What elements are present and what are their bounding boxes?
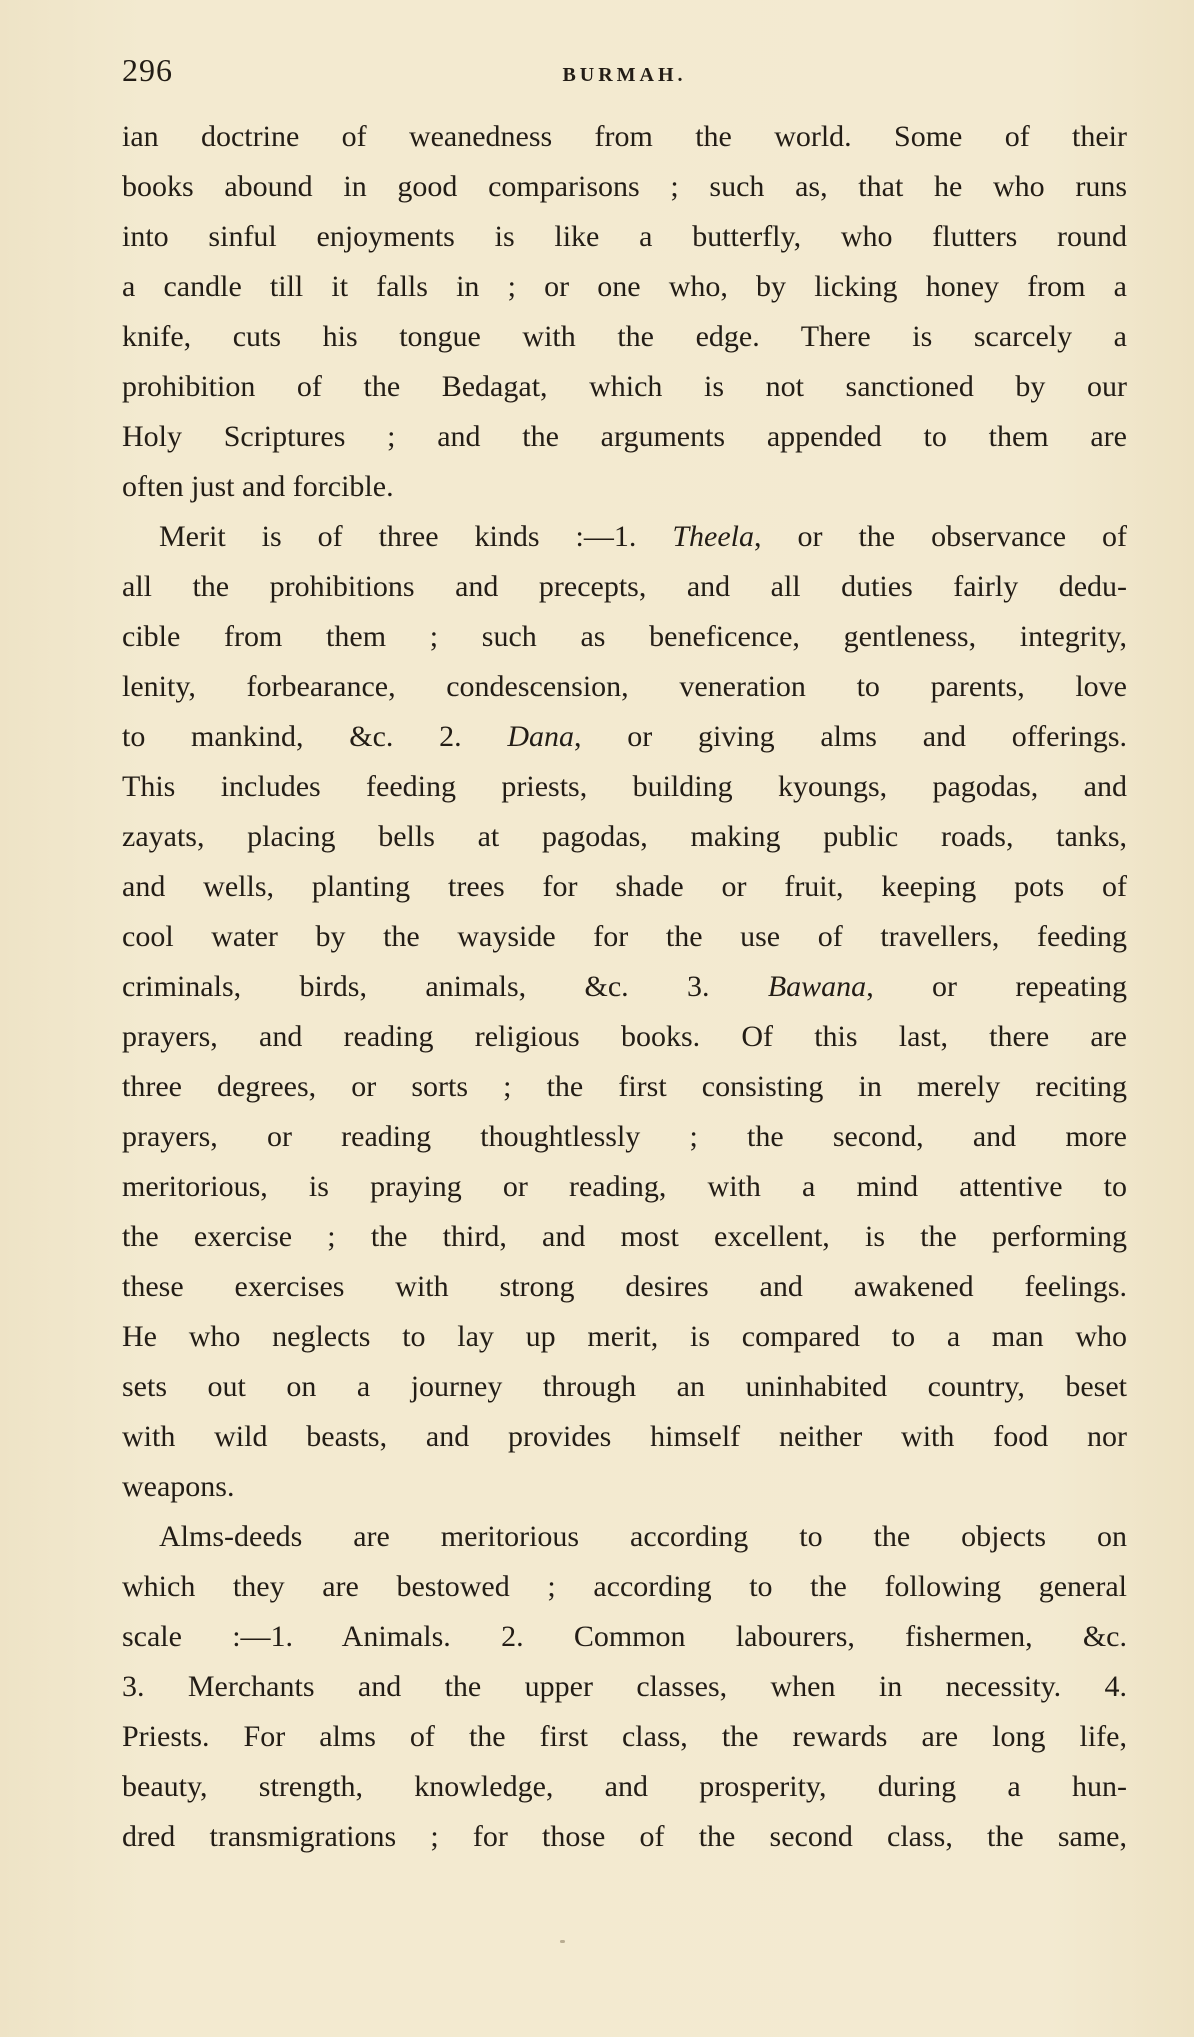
text-line: three degrees, or sorts ; the first consisting in merely reciting — [122, 1070, 1127, 1103]
text-line: weapons. — [122, 1470, 235, 1503]
body-text — [122, 112, 1127, 1862]
text-line: sets out on a journey through an uninhabited country, beset — [122, 1370, 1127, 1403]
text-line: This includes feeding priests, building kyoungs, pagodas, and — [122, 770, 1127, 803]
text-line: often just and forcible. — [122, 470, 394, 503]
text-line: dred transmigrations ; for those of the second class, the same, — [122, 1820, 1127, 1853]
text-line: prayers, and reading religious books. Of this last, there are — [122, 1020, 1127, 1053]
text-line: these exercises with strong desires and awakened feelings. — [122, 1270, 1127, 1303]
paragraph-start-line: Alms-deeds are meritorious according to the objects on — [159, 1520, 1127, 1553]
running-head: BURMAH. — [562, 64, 687, 86]
text-line: with wild beasts, and provides himself neither with food nor — [122, 1420, 1127, 1453]
italic-term: Theela — [672, 520, 755, 553]
page-number: 296 — [122, 52, 173, 88]
text-line: lenity, forbearance, condescension, veneration to parents, love — [122, 670, 1127, 703]
text-line: scale :—1. Animals. 2. Common labourers, fishermen, &c. — [122, 1620, 1127, 1653]
text-line: all the prohibitions and precepts, and all duties fairly dedu- — [122, 570, 1127, 603]
text-line: meritorious, is praying or reading, with a mind attentive to — [122, 1170, 1127, 1203]
text-line: criminals, birds, animals, &c. 3. Bawana, or repeating — [122, 970, 1127, 1003]
text-line: to mankind, &c. 2. Dana, or giving alms and offerings. — [122, 720, 1127, 753]
text-line: Priests. For alms of the first class, the rewards are long life, — [122, 1720, 1127, 1753]
text-line: into sinful enjoyments is like a butterfly, who flutters round — [122, 220, 1127, 253]
text-line: cible from them ; such as beneficence, gentleness, integrity, — [122, 620, 1127, 653]
text-line: a candle till it falls in ; or one who, by licking honey from a — [122, 270, 1127, 303]
paragraph-start-line: Merit is of three kinds :—1. Theela, or the observance of — [159, 520, 1127, 553]
text-line: cool water by the wayside for the use of travellers, feeding — [122, 920, 1127, 953]
text-line: Holy Scriptures ; and the arguments appended to them are — [122, 420, 1127, 453]
page-header — [122, 52, 1127, 96]
text-line: prohibition of the Bedagat, which is not sanctioned by our — [122, 370, 1127, 403]
text-line: 3. Merchants and the upper classes, when in necessity. 4. — [122, 1670, 1127, 1703]
italic-term: Dana — [507, 720, 575, 753]
text-line: books abound in good comparisons ; such as, that he who runs — [122, 170, 1127, 203]
text-line: the exercise ; the third, and most excellent, is the performing — [122, 1220, 1127, 1253]
text-line: knife, cuts his tongue with the edge. There is scarcely a — [122, 320, 1127, 353]
text-line: zayats, placing bells at pagodas, making public roads, tanks, — [122, 820, 1127, 853]
text-line: which they are bestowed ; according to the following general — [122, 1570, 1127, 1603]
text-line: beauty, strength, knowledge, and prosperity, during a hun- — [122, 1770, 1127, 1803]
italic-term: Bawana — [767, 970, 867, 1003]
text-line: He who neglects to lay up merit, is compared to a man who — [122, 1320, 1127, 1353]
paper-speck — [560, 1940, 565, 1943]
text-line: ian doctrine of weanedness from the world. Some of their — [122, 120, 1127, 153]
text-line: and wells, planting trees for shade or fruit, keeping pots of — [122, 870, 1127, 903]
text-line: prayers, or reading thoughtlessly ; the second, and more — [122, 1120, 1127, 1153]
